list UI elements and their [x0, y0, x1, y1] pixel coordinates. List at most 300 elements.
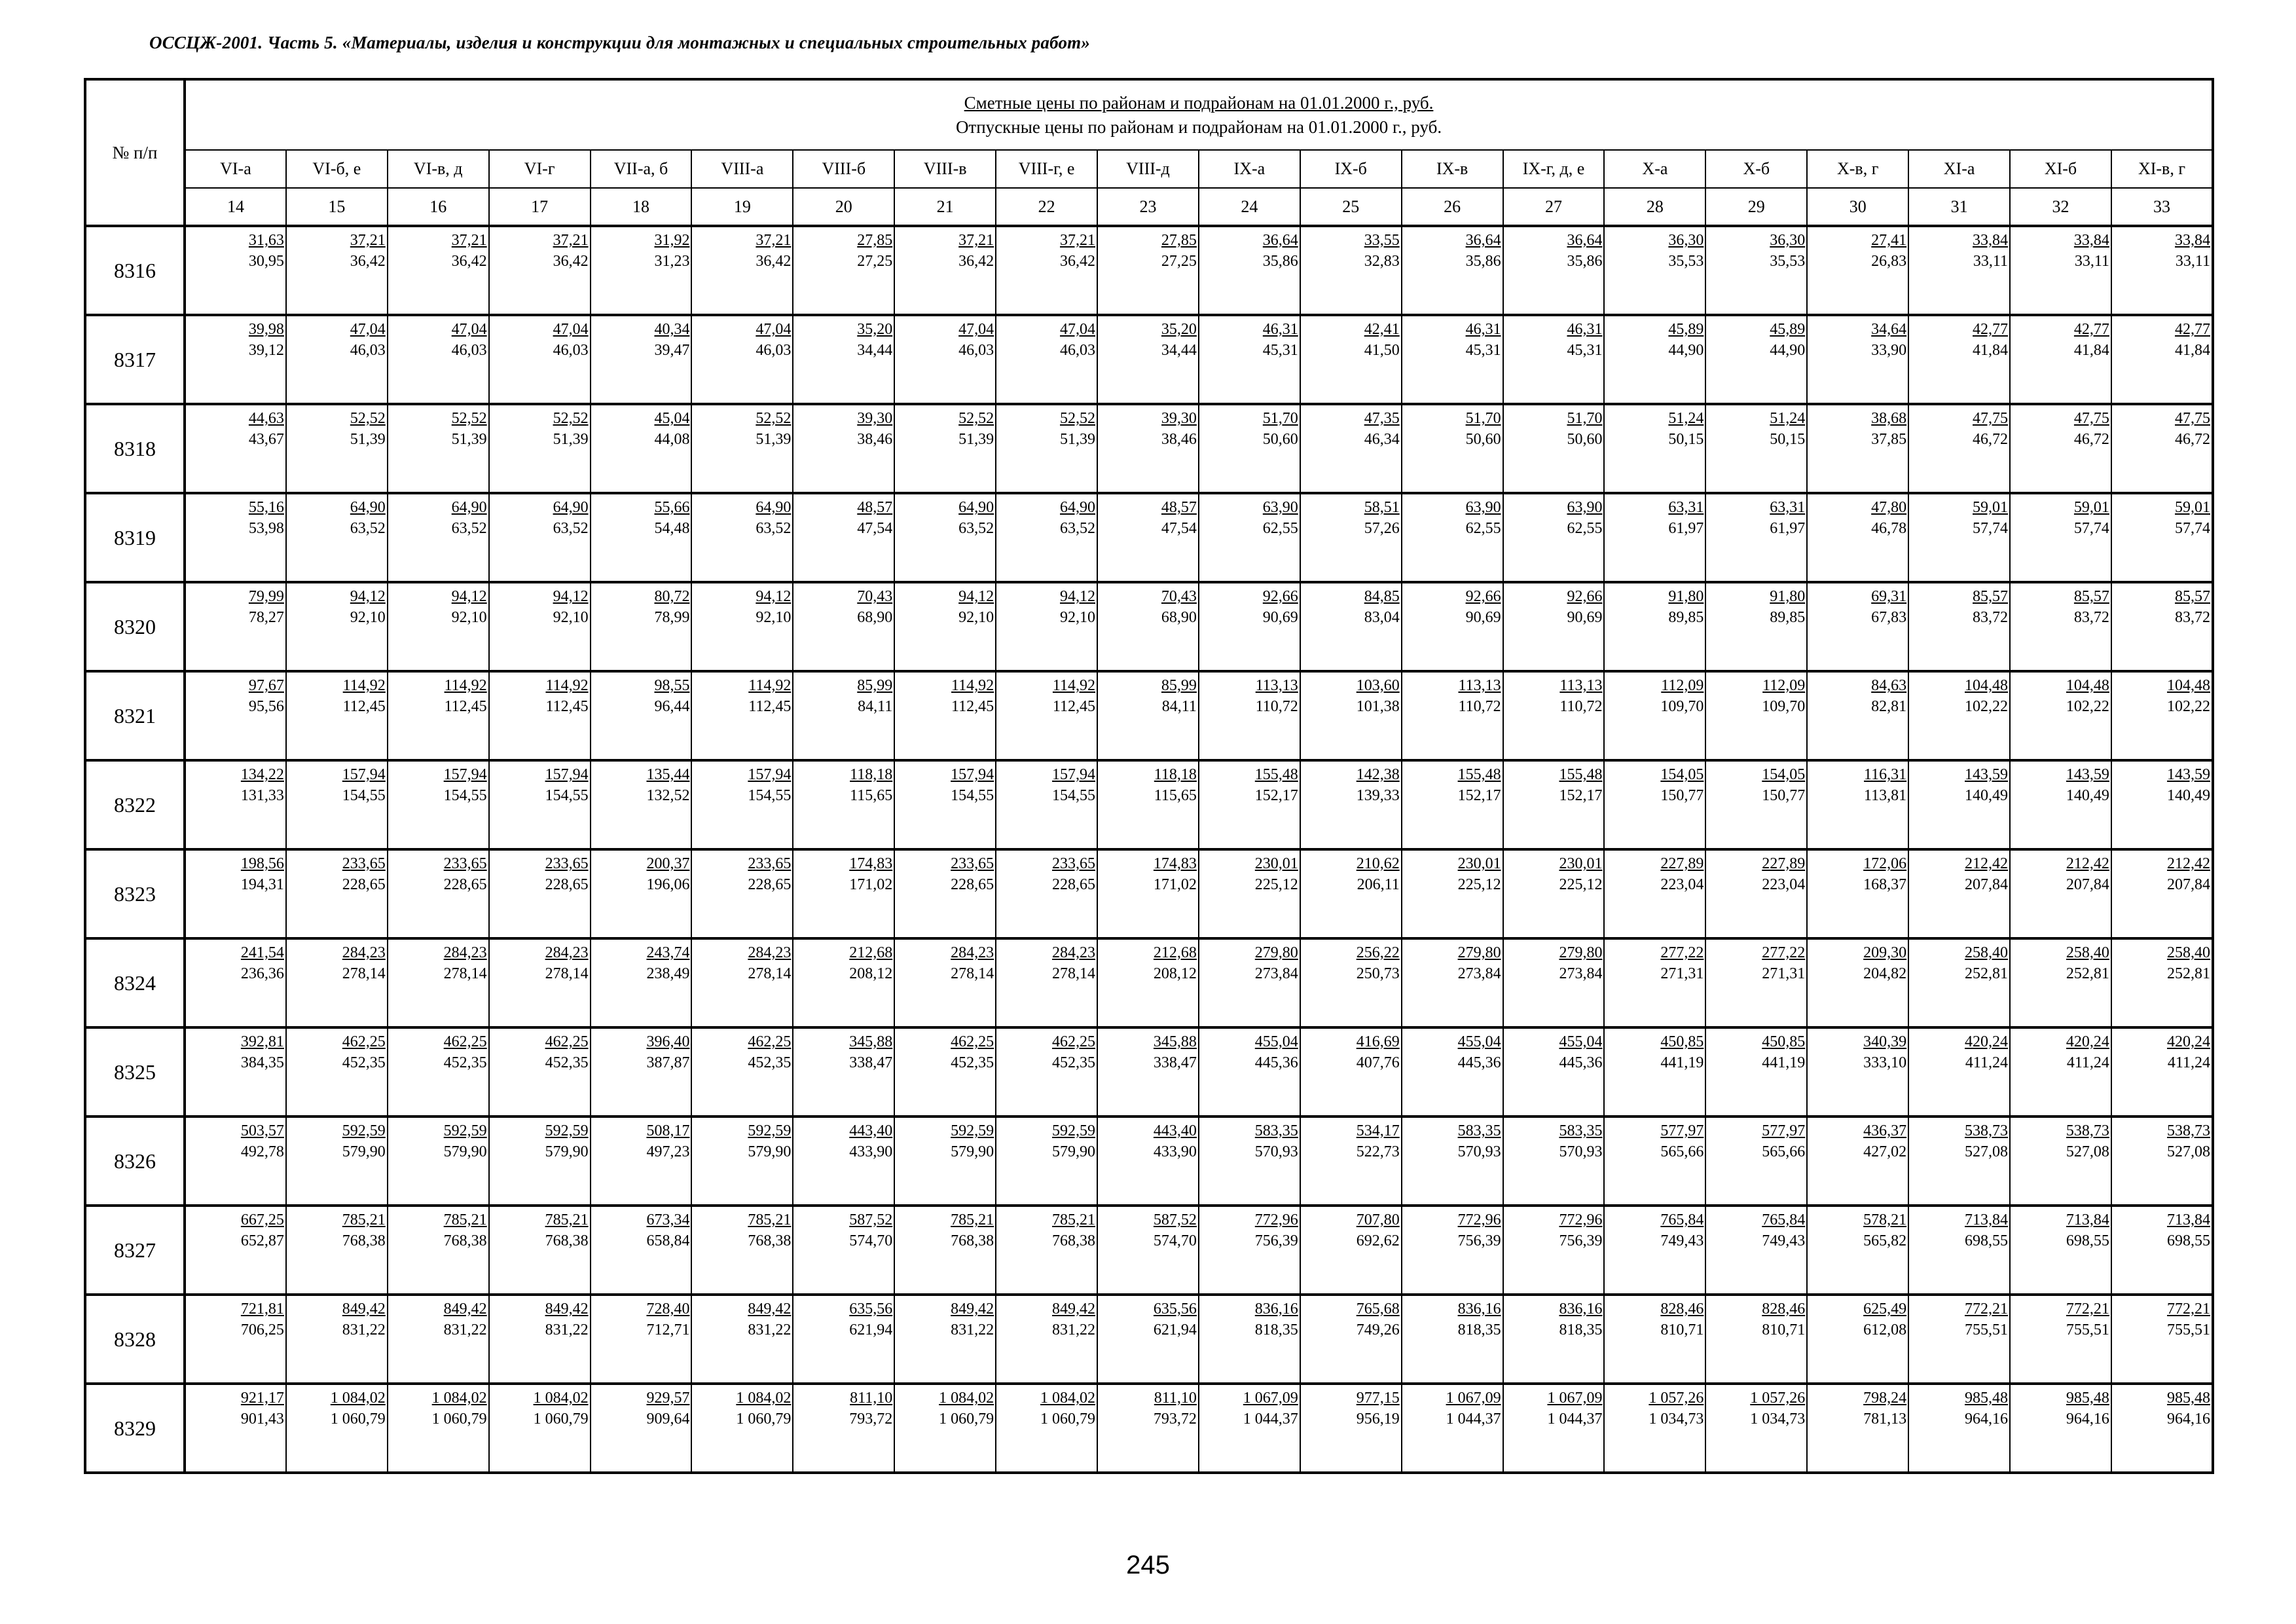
- estimated-price: 112,09: [1762, 677, 1806, 694]
- column-index: 19: [691, 188, 793, 226]
- price-cell: [1705, 760, 1807, 849]
- price-cell: [286, 493, 388, 582]
- price-cell: [1807, 671, 1908, 760]
- estimated-price: 233,65: [443, 855, 487, 872]
- release-price: 61,97: [1668, 520, 1704, 537]
- release-price: 333,10: [1863, 1054, 1907, 1071]
- row-number: 8323: [85, 849, 185, 938]
- release-price: 62,55: [1567, 520, 1603, 537]
- price-cell: [591, 1295, 692, 1384]
- estimated-price: 587,52: [849, 1211, 893, 1228]
- release-price: 228,65: [545, 876, 589, 893]
- release-price: 168,37: [1863, 876, 1907, 893]
- price-cell: [1300, 582, 1402, 671]
- table-row: [85, 1116, 2213, 1206]
- column-index: 32: [2010, 188, 2111, 226]
- release-price: 68,90: [1161, 609, 1197, 626]
- table-row: [85, 493, 2213, 582]
- estimated-price: 92,66: [1262, 588, 1298, 605]
- column-index: 18: [591, 188, 692, 226]
- estimated-price: 345,88: [1153, 1033, 1197, 1050]
- price-cell: [1604, 938, 1705, 1027]
- estimated-price: 420,24: [2066, 1033, 2109, 1050]
- price-cell: [1199, 582, 1300, 671]
- price-cell: [591, 1384, 692, 1473]
- release-price: 273,84: [1254, 965, 1298, 982]
- estimated-price: 772,21: [1965, 1301, 2009, 1318]
- estimated-price: 765,68: [1356, 1301, 1400, 1318]
- price-cell: [591, 671, 692, 760]
- release-price: 407,76: [1356, 1054, 1400, 1071]
- price-cell: [185, 315, 286, 404]
- release-price: 228,65: [1052, 876, 1096, 893]
- price-cell: [1503, 671, 1605, 760]
- estimated-price: 59,01: [1973, 499, 2009, 516]
- estimated-price: 52,52: [1060, 410, 1096, 427]
- release-price: 570,93: [1457, 1143, 1501, 1160]
- release-price: 768,38: [342, 1232, 386, 1249]
- release-price: 50,60: [1465, 431, 1501, 448]
- price-cell: [1300, 760, 1402, 849]
- estimated-price: 70,43: [1161, 588, 1197, 605]
- estimated-price: 455,04: [1254, 1033, 1298, 1050]
- price-cell: [894, 226, 996, 315]
- release-price: 46,34: [1364, 431, 1400, 448]
- price-table: [84, 78, 2214, 1474]
- price-cell: [1604, 1116, 1705, 1206]
- estimated-price: 64,90: [350, 499, 386, 516]
- release-price: 171,02: [849, 876, 893, 893]
- estimated-price: 104,48: [2066, 677, 2109, 694]
- release-price: 30,95: [248, 253, 284, 270]
- estimated-price: 667,25: [240, 1211, 284, 1228]
- estimated-price: 284,23: [951, 944, 994, 961]
- price-cell: [489, 1206, 591, 1295]
- release-price: 208,12: [849, 965, 893, 982]
- table-row: [85, 582, 2213, 671]
- price-cell: [996, 1116, 1097, 1206]
- price-cell: [1807, 1116, 1908, 1206]
- price-cell: [286, 1295, 388, 1384]
- release-price: 441,19: [1762, 1054, 1806, 1071]
- release-price: 706,25: [240, 1321, 284, 1338]
- estimated-price: 113,13: [1559, 677, 1603, 694]
- price-cell: [1402, 315, 1503, 404]
- estimated-price: 39,30: [1161, 410, 1197, 427]
- release-price: 36,42: [553, 253, 589, 270]
- price-cell: [388, 582, 489, 671]
- price-cell: [691, 1384, 793, 1473]
- price-cell: [1097, 671, 1199, 760]
- estimated-price: 135,44: [646, 766, 690, 783]
- estimated-price: 40,34: [654, 321, 690, 338]
- estimated-price: 155,48: [1254, 766, 1298, 783]
- price-cell: [996, 1384, 1097, 1473]
- release-price: 228,65: [342, 876, 386, 893]
- estimated-price: 772,96: [1559, 1211, 1603, 1228]
- release-price: 793,72: [1153, 1411, 1197, 1428]
- estimated-price: 443,40: [849, 1122, 893, 1139]
- price-cell: [286, 1206, 388, 1295]
- price-cell: [691, 226, 793, 315]
- release-price: 818,35: [1559, 1321, 1603, 1338]
- estimated-price: 37,21: [756, 232, 792, 249]
- release-price: 579,90: [951, 1143, 994, 1160]
- price-cell: [2111, 1027, 2213, 1116]
- price-cell: [691, 760, 793, 849]
- estimated-price: 114,92: [444, 677, 487, 694]
- price-cell: [1604, 493, 1705, 582]
- release-price: 768,38: [545, 1232, 589, 1249]
- row-number-header: № п/п: [85, 79, 185, 226]
- release-price: 38,46: [1161, 431, 1197, 448]
- price-cell: [894, 315, 996, 404]
- region-header-row: [85, 150, 2213, 188]
- release-price: 712,71: [646, 1321, 690, 1338]
- price-cell: [1199, 404, 1300, 493]
- estimated-price: 47,04: [553, 321, 589, 338]
- row-number: 8316: [85, 226, 185, 315]
- price-cell: [2111, 226, 2213, 315]
- price-cell: [1300, 226, 1402, 315]
- release-price: 452,35: [443, 1054, 487, 1071]
- estimated-price: 284,23: [342, 944, 386, 961]
- release-price: 51,39: [756, 431, 792, 448]
- price-cell: [1705, 1295, 1807, 1384]
- release-price: 63,52: [958, 520, 994, 537]
- estimated-price: 1 084,02: [736, 1390, 792, 1407]
- estimated-price: 284,23: [748, 944, 792, 961]
- column-index: 25: [1300, 188, 1402, 226]
- estimated-price: 592,59: [342, 1122, 386, 1139]
- release-price: 92,10: [958, 609, 994, 626]
- price-cell: [793, 315, 894, 404]
- estimated-price: 503,57: [240, 1122, 284, 1139]
- price-cell: [1503, 404, 1605, 493]
- release-price: 273,84: [1559, 965, 1603, 982]
- release-price: 831,22: [1052, 1321, 1096, 1338]
- release-price: 33,11: [2175, 253, 2211, 270]
- price-cell: [1604, 1027, 1705, 1116]
- estimated-price: 52,52: [958, 410, 994, 427]
- price-cell: [185, 404, 286, 493]
- price-cell: [1807, 493, 1908, 582]
- release-price: 810,71: [1762, 1321, 1806, 1338]
- estimated-price: 707,80: [1356, 1211, 1400, 1228]
- estimated-price: 51,70: [1262, 410, 1298, 427]
- price-cell: [996, 671, 1097, 760]
- price-cell: [2111, 1116, 2213, 1206]
- release-price: 278,14: [951, 965, 994, 982]
- price-cell: [996, 1206, 1097, 1295]
- estimated-price: 63,90: [1465, 499, 1501, 516]
- price-cell: [894, 849, 996, 938]
- release-price: 34,44: [1161, 342, 1197, 359]
- price-cell: [1097, 493, 1199, 582]
- release-price: 90,69: [1262, 609, 1298, 626]
- release-price: 115,65: [850, 787, 893, 804]
- estimated-price: 233,65: [545, 855, 589, 872]
- release-price: 63,52: [350, 520, 386, 537]
- estimated-price: 38,68: [1871, 410, 1907, 427]
- price-cell: [1908, 1116, 2010, 1206]
- estimated-price: 64,90: [451, 499, 487, 516]
- price-cell: [1199, 1295, 1300, 1384]
- release-price: 225,12: [1559, 876, 1603, 893]
- price-cell: [185, 493, 286, 582]
- release-price: 57,26: [1364, 520, 1400, 537]
- estimated-price: 230,01: [1254, 855, 1298, 872]
- estimated-price: 772,96: [1457, 1211, 1501, 1228]
- row-number: 8321: [85, 671, 185, 760]
- estimated-price: 85,57: [1973, 588, 2009, 605]
- estimated-price: 27,41: [1871, 232, 1907, 249]
- estimated-price: 583,35: [1559, 1122, 1603, 1139]
- release-price: 92,10: [451, 609, 487, 626]
- price-cell: [1097, 760, 1199, 849]
- release-price: 36,42: [958, 253, 994, 270]
- estimated-price: 92,66: [1567, 588, 1603, 605]
- release-price: 252,81: [1965, 965, 2009, 982]
- price-cell: [1097, 226, 1199, 315]
- price-cell: [489, 404, 591, 493]
- estimated-price: 98,55: [654, 677, 690, 694]
- estimated-price: 508,17: [646, 1122, 690, 1139]
- release-price: 113,81: [1864, 787, 1907, 804]
- price-cell: [1300, 1206, 1402, 1295]
- estimated-price: 34,64: [1871, 321, 1907, 338]
- release-price: 62,55: [1262, 520, 1298, 537]
- release-price: 47,54: [1161, 520, 1197, 537]
- price-cell: [286, 938, 388, 1027]
- release-price: 818,35: [1254, 1321, 1298, 1338]
- estimated-price: 113,13: [1458, 677, 1501, 694]
- price-cell: [691, 582, 793, 671]
- price-cell: [489, 493, 591, 582]
- estimated-price: 765,84: [1660, 1211, 1704, 1228]
- release-price: 570,93: [1254, 1143, 1298, 1160]
- price-cell: [185, 938, 286, 1027]
- release-price: 579,90: [342, 1143, 386, 1160]
- price-cell: [591, 582, 692, 671]
- release-price: 115,65: [1154, 787, 1197, 804]
- release-price: 196,06: [646, 876, 690, 893]
- estimated-price: 59,01: [2073, 499, 2109, 516]
- price-cell: [388, 1027, 489, 1116]
- release-price: 63,52: [1060, 520, 1096, 537]
- price-cell: [1300, 493, 1402, 582]
- price-cell: [2111, 849, 2213, 938]
- estimated-price: 114,92: [748, 677, 792, 694]
- estimated-price: 985,48: [2066, 1390, 2109, 1407]
- price-cell: [2010, 671, 2111, 760]
- release-price: 171,02: [1153, 876, 1197, 893]
- release-price: 749,43: [1762, 1232, 1806, 1249]
- release-price: 1 060,79: [330, 1411, 386, 1428]
- estimated-price: 728,40: [646, 1301, 690, 1318]
- estimated-price: 241,54: [240, 944, 284, 961]
- price-cell: [1503, 226, 1605, 315]
- estimated-price: 33,84: [2073, 232, 2109, 249]
- release-price: 35,86: [1567, 253, 1603, 270]
- estimated-price: 143,59: [2066, 766, 2109, 783]
- estimated-price: 538,73: [2167, 1122, 2211, 1139]
- table-row: [85, 849, 2213, 938]
- estimated-price: 836,16: [1457, 1301, 1501, 1318]
- estimated-price: 157,94: [951, 766, 994, 783]
- price-cell: [1097, 1295, 1199, 1384]
- estimated-price: 154,05: [1660, 766, 1704, 783]
- price-cell: [793, 760, 894, 849]
- estimated-price: 64,90: [553, 499, 589, 516]
- release-price: 964,16: [2066, 1411, 2109, 1428]
- column-index-row: [85, 188, 2213, 226]
- price-cell: [2111, 760, 2213, 849]
- price-cell: [2010, 1206, 2111, 1295]
- release-price: 698,55: [2066, 1232, 2109, 1249]
- release-price: 41,84: [1973, 342, 2009, 359]
- price-cell: [1908, 493, 2010, 582]
- release-price: 61,97: [1770, 520, 1806, 537]
- price-cell: [1604, 1206, 1705, 1295]
- release-price: 387,87: [646, 1054, 690, 1071]
- price-cell: [691, 1206, 793, 1295]
- price-cell: [691, 1295, 793, 1384]
- release-price: 154,55: [342, 787, 386, 804]
- price-cell: [1097, 1384, 1199, 1473]
- estimated-price: 828,46: [1762, 1301, 1806, 1318]
- estimated-price: 577,97: [1660, 1122, 1704, 1139]
- price-cell: [1807, 760, 1908, 849]
- table-row: [85, 1206, 2213, 1295]
- table-row: [85, 315, 2213, 404]
- price-cell: [1097, 849, 1199, 938]
- price-cell: [1705, 938, 1807, 1027]
- estimated-price: 46,31: [1567, 321, 1603, 338]
- price-cell: [1199, 938, 1300, 1027]
- release-price: 38,46: [857, 431, 893, 448]
- estimated-price: 258,40: [2066, 944, 2109, 961]
- price-cell: [894, 404, 996, 493]
- release-price: 527,08: [2167, 1143, 2211, 1160]
- estimated-price: 592,59: [951, 1122, 994, 1139]
- price-cell: [185, 760, 286, 849]
- release-price: 92,10: [350, 609, 386, 626]
- estimated-price: 836,16: [1559, 1301, 1603, 1318]
- estimated-price: 849,42: [748, 1301, 792, 1318]
- release-price: 1 044,37: [1547, 1411, 1603, 1428]
- release-price: 228,65: [951, 876, 994, 893]
- estimated-price: 828,46: [1660, 1301, 1704, 1318]
- estimated-price: 31,63: [248, 232, 284, 249]
- release-price: 565,82: [1863, 1232, 1907, 1249]
- price-cell: [2111, 493, 2213, 582]
- price-cell: [1503, 1384, 1605, 1473]
- release-price: 698,55: [2167, 1232, 2211, 1249]
- estimated-price: 462,25: [443, 1033, 487, 1050]
- price-cell: [2111, 671, 2213, 760]
- price-cell: [691, 1116, 793, 1206]
- estimated-price: 47,75: [2073, 410, 2109, 427]
- estimated-price: 45,89: [1668, 321, 1704, 338]
- release-price: 445,36: [1254, 1054, 1298, 1071]
- document-header: ОССЦЖ-2001. Часть 5. «Материалы, изделия и конструкции для монтажных и специальных строительных работ»: [149, 33, 1091, 52]
- estimated-price: 277,22: [1762, 944, 1806, 961]
- estimated-price: 284,23: [545, 944, 589, 961]
- release-price: 112,45: [951, 698, 994, 715]
- estimated-price: 258,40: [2167, 944, 2211, 961]
- price-cell: [388, 404, 489, 493]
- estimated-price: 635,56: [849, 1301, 893, 1318]
- estimated-price: 39,98: [248, 321, 284, 338]
- release-price: 101,38: [1356, 698, 1400, 715]
- release-price: 44,08: [654, 431, 690, 448]
- price-cell: [1402, 404, 1503, 493]
- release-price: 63,52: [756, 520, 792, 537]
- release-price: 50,15: [1668, 431, 1704, 448]
- estimated-price: 811,10: [850, 1390, 893, 1407]
- release-price: 1 060,79: [431, 1411, 487, 1428]
- estimated-price: 33,84: [1973, 232, 2009, 249]
- price-cell: [286, 404, 388, 493]
- estimated-price: 64,90: [958, 499, 994, 516]
- release-price: 154,55: [748, 787, 792, 804]
- estimated-price: 198,56: [240, 855, 284, 872]
- release-price: 658,84: [646, 1232, 690, 1249]
- release-price: 46,03: [1060, 342, 1096, 359]
- price-cell: [1503, 1206, 1605, 1295]
- estimated-price: 340,39: [1863, 1033, 1907, 1050]
- estimated-price: 154,05: [1762, 766, 1806, 783]
- estimated-price: 36,30: [1668, 232, 1704, 249]
- release-price: 756,39: [1559, 1232, 1603, 1249]
- release-price: 411,24: [2066, 1054, 2109, 1071]
- release-price: 150,77: [1660, 787, 1704, 804]
- release-price: 41,84: [2073, 342, 2109, 359]
- column-index: 29: [1705, 188, 1807, 226]
- release-price: 67,83: [1871, 609, 1907, 626]
- estimated-price: 1 084,02: [1040, 1390, 1096, 1407]
- estimated-price: 450,85: [1762, 1033, 1806, 1050]
- price-cell: [2111, 315, 2213, 404]
- estimated-price: 212,68: [849, 944, 893, 961]
- region-header: VI-г: [489, 150, 591, 188]
- price-cell: [691, 938, 793, 1027]
- price-cell: [691, 315, 793, 404]
- price-cell: [591, 404, 692, 493]
- price-cell: [1402, 1384, 1503, 1473]
- estimated-price: 47,04: [350, 321, 386, 338]
- column-index: 20: [793, 188, 894, 226]
- release-price: 427,02: [1863, 1143, 1907, 1160]
- release-price: 89,85: [1770, 609, 1806, 626]
- estimated-price: 279,80: [1457, 944, 1501, 961]
- price-cell: [1908, 582, 2010, 671]
- column-index: 23: [1097, 188, 1199, 226]
- price-cell: [2010, 760, 2111, 849]
- estimated-price: 31,92: [654, 232, 690, 249]
- price-cell: [489, 226, 591, 315]
- estimated-price: 279,80: [1559, 944, 1603, 961]
- row-number: 8326: [85, 1116, 185, 1206]
- estimated-price: 47,04: [958, 321, 994, 338]
- price-cell: [1199, 760, 1300, 849]
- price-cell: [1705, 582, 1807, 671]
- row-number: 8329: [85, 1384, 185, 1473]
- price-cell: [489, 1384, 591, 1473]
- estimated-price: 673,34: [646, 1211, 690, 1228]
- price-cell: [1705, 315, 1807, 404]
